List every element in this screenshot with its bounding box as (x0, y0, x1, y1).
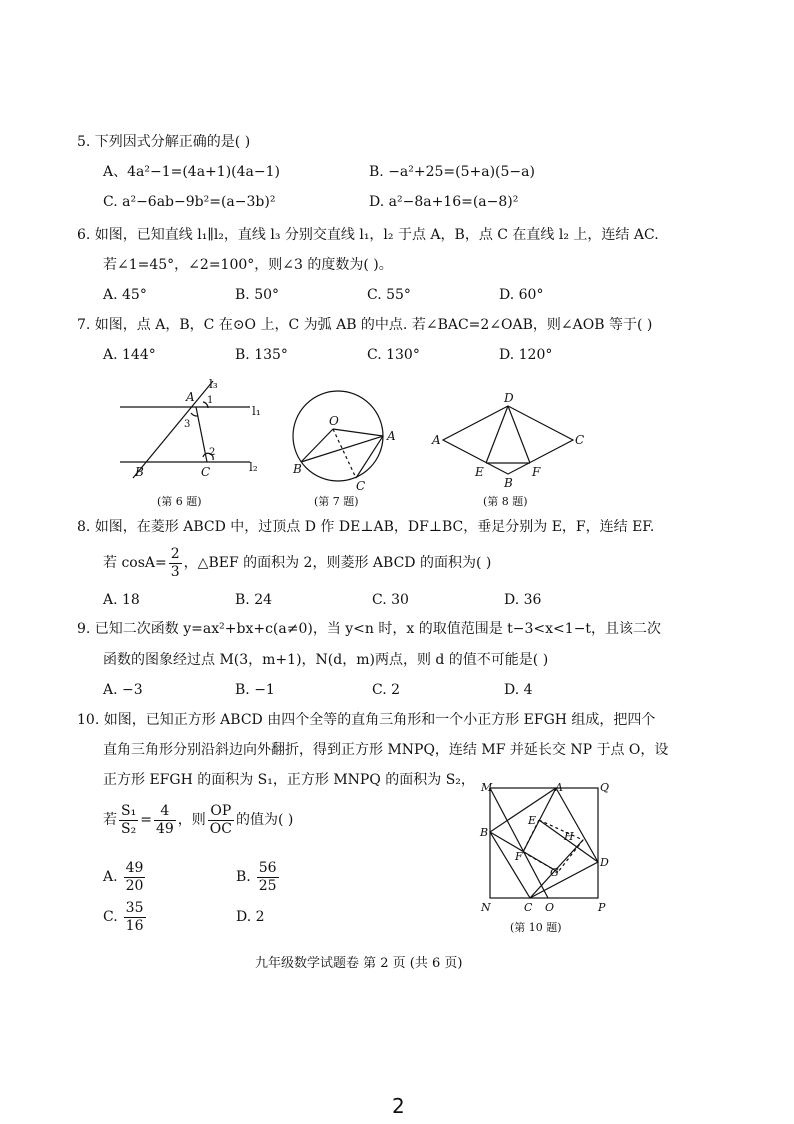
q10-s2: S₂ (121, 820, 137, 837)
fig6-label-angle2: 2 (209, 447, 216, 458)
q10-option-b-label: B. (236, 869, 251, 885)
figure-8 (443, 406, 573, 474)
q5-option-b: B. −a²+25=(5+a)(5−a) (369, 164, 535, 180)
fig8-label-f: F (532, 465, 541, 479)
fig6-label-angle1: 1 (207, 395, 214, 406)
q10-option-d: D. 2 (236, 909, 265, 925)
figure-7 (293, 391, 383, 481)
figures-row (0, 370, 794, 515)
q10-option-c-num: 35 (125, 899, 144, 916)
q10-s1: S₁ (121, 802, 137, 819)
q10-condition (103, 800, 293, 840)
q7-option-d: D. 120° (499, 347, 553, 363)
fig7-label-a: A (387, 429, 396, 443)
q10-cond-suffix: 的值为( ) (235, 812, 294, 828)
q9-stem-line2: 函数的图象经过点 M(3，m+1)，N(d，m)两点，则 d 的值不可能是( ) (103, 652, 549, 668)
fig6-label-c: C (201, 465, 211, 479)
q6-option-a: A. 45° (103, 287, 147, 303)
q10-option-a-fraction (124, 860, 146, 895)
q8-stem-line1: 8. 如图，在菱形 ABCD 中，过顶点 D 作 DE⊥AB，DF⊥BC，垂足分别为 E，F，连结 EF. (77, 519, 655, 535)
fig10-label-p: P (598, 901, 606, 914)
fig6-label-l2: l₂ (249, 460, 258, 474)
q9-option-b: B. −1 (235, 682, 275, 698)
q7-option-a: A. 144° (103, 347, 156, 363)
q10-ratio-den: 49 (155, 820, 174, 837)
page-number: 2 (392, 1094, 405, 1118)
q10-option-a-label: A. (103, 869, 118, 885)
q10-option-a-num: 49 (125, 859, 144, 876)
fig10-label-h: H (564, 830, 574, 843)
fig6-label-angle3: 3 (184, 419, 191, 430)
q6-option-d: D. 60° (499, 287, 544, 303)
q8-cos-fraction (169, 546, 182, 581)
q6-stem-line1: 6. 如图，已知直线 l₁∥l₂，直线 l₃ 分别交直线 l₁，l₂ 于点 A，B，点 C 在直线 l₂ 上，连结 AC. (77, 227, 659, 243)
q10-s-ratio (119, 803, 138, 838)
q8-option-d: D. 36 (504, 592, 542, 608)
q10-oc: OC (209, 820, 232, 837)
fig8-caption: (第 8 题) (483, 495, 528, 508)
fig10-label-e: E (528, 814, 537, 827)
fig10-label-b: B (480, 826, 489, 839)
fig10-label-d: D (600, 856, 609, 869)
fig8-label-b: B (504, 476, 513, 490)
fig10-label-g: G (550, 866, 559, 879)
fig7-label-b: B (293, 462, 302, 476)
q8-frac-numerator: 2 (170, 545, 180, 562)
rhombus-abcd (443, 406, 573, 474)
q10-option-c-label: C. (103, 909, 118, 925)
q7-option-c: C. 130° (367, 347, 420, 363)
q10-stem-line3: 正方形 EFGH 的面积为 S₁，正方形 MNPQ 的面积为 S₂， (103, 772, 475, 788)
q7-stem: 7. 如图，点 A，B，C 在⊙O 上，C 为弧 AB 的中点. 若∠BAC=2∠OAB，则∠AOB 等于( ) (77, 317, 653, 333)
q10-ratio-num: 4 (154, 803, 176, 821)
fig10-label-a: A (555, 781, 563, 794)
page-footer: 九年级数学试题卷 第 2 页 (共 6 页) (255, 956, 463, 971)
segment-df (508, 406, 530, 463)
q10-cond-prefix: 若 (103, 812, 117, 828)
q7-option-b: B. 135° (235, 347, 288, 363)
q8-option-a: A. 18 (103, 592, 140, 608)
q5-option-d: D. a²−8a+16=(a−8)² (369, 194, 519, 210)
q10-option-a (103, 857, 147, 897)
fig7-caption: (第 7 题) (314, 495, 359, 508)
fig8-label-d: D (504, 391, 514, 405)
fig7-label-c: C (356, 479, 366, 493)
fig8-label-a: A (432, 433, 441, 447)
q8-option-c: C. 30 (372, 592, 409, 608)
q8-frac-denominator: 3 (170, 563, 180, 580)
square-abcd (490, 788, 598, 898)
q10-option-b (236, 857, 281, 897)
q8-stem-suffix: ，△BEF 的面积为 2，则菱形 ABCD 的面积为( ) (183, 555, 492, 571)
q6-stem-line2: 若∠1=45°，∠2=100°，则∠3 的度数为( )。 (103, 257, 393, 273)
q5-option-a: A、4a²−1=(4a+1)(4a−1) (103, 164, 280, 180)
fig6-label-b: B (135, 465, 144, 479)
q10-option-b-fraction (257, 860, 279, 895)
fig8-label-c: C (575, 433, 585, 447)
fig10-caption: (第 10 题) (510, 921, 562, 934)
q10-stem-line1: 10. 如图，已知正方形 ABCD 由四个全等的直角三角形和一个小正方形 EFGH 组成，把四个 (77, 712, 656, 728)
q6-option-c: C. 55° (367, 287, 411, 303)
fig10-label-f: F (515, 850, 523, 863)
fig7-label-o: O (329, 414, 339, 428)
segment-mo (490, 788, 548, 898)
q6-option-b: B. 50° (235, 287, 280, 303)
q10-option-b-den: 25 (258, 877, 277, 894)
square-efgh (523, 820, 583, 872)
figure-10 (470, 775, 620, 940)
q10-equals: = (140, 812, 152, 828)
q5-option-c: C. a²−6ab−9b²=(a−3b)² (103, 194, 276, 210)
q5-stem: 5. 下列因式分解正确的是( ) (77, 134, 251, 150)
q10-option-c-den: 16 (125, 917, 144, 934)
segment-oa (333, 429, 383, 436)
q9-option-a: A. −3 (103, 682, 143, 698)
segment-oc (333, 429, 356, 478)
circle-o (293, 391, 383, 481)
fig10-label-q: Q (600, 781, 610, 794)
q10-stem-line2: 直角三角形分别沿斜边向外翻折，得到正方形 MNPQ，连结 MF 并延长交 NP 于点 O，设 (103, 742, 669, 758)
q10-cond-mid: ，则 (177, 812, 206, 828)
q10-option-b-num: 56 (258, 859, 277, 876)
fig10-label-o: O (545, 901, 555, 914)
q10-option-a-den: 20 (125, 877, 144, 894)
fig10-label-c: C (524, 901, 533, 914)
q9-stem-line1: 9. 已知二次函数 y=ax²+bx+c(a≠0)，当 y<n 时，x 的取值范围是 t−3<x<1−t，且该二次 (77, 621, 662, 637)
q8-stem-prefix: 若 cosA= (103, 555, 167, 571)
q9-option-c: C. 2 (372, 682, 401, 698)
fig6-caption: (第 6 题) (157, 495, 202, 508)
fig6-label-l1: l₁ (252, 404, 261, 418)
fig10-label-m: M (481, 781, 493, 794)
q8-option-b: B. 24 (235, 592, 273, 608)
fig6-label-a: A (186, 390, 195, 404)
q10-op-oc (208, 803, 234, 838)
q8-stem-line2 (103, 545, 491, 581)
segment-ac (356, 436, 383, 478)
fig8-label-e: E (475, 465, 484, 479)
fig10-label-n: N (481, 901, 491, 914)
q10-option-c-fraction (124, 900, 146, 935)
fig6-label-l3: l₃ (209, 377, 218, 391)
square-mnpq (490, 788, 598, 898)
q9-option-d: D. 4 (504, 682, 533, 698)
q10-op: OP (208, 803, 234, 821)
q10-ratio-value (154, 803, 176, 838)
q10-option-c (103, 897, 148, 937)
segment-de (486, 406, 508, 463)
